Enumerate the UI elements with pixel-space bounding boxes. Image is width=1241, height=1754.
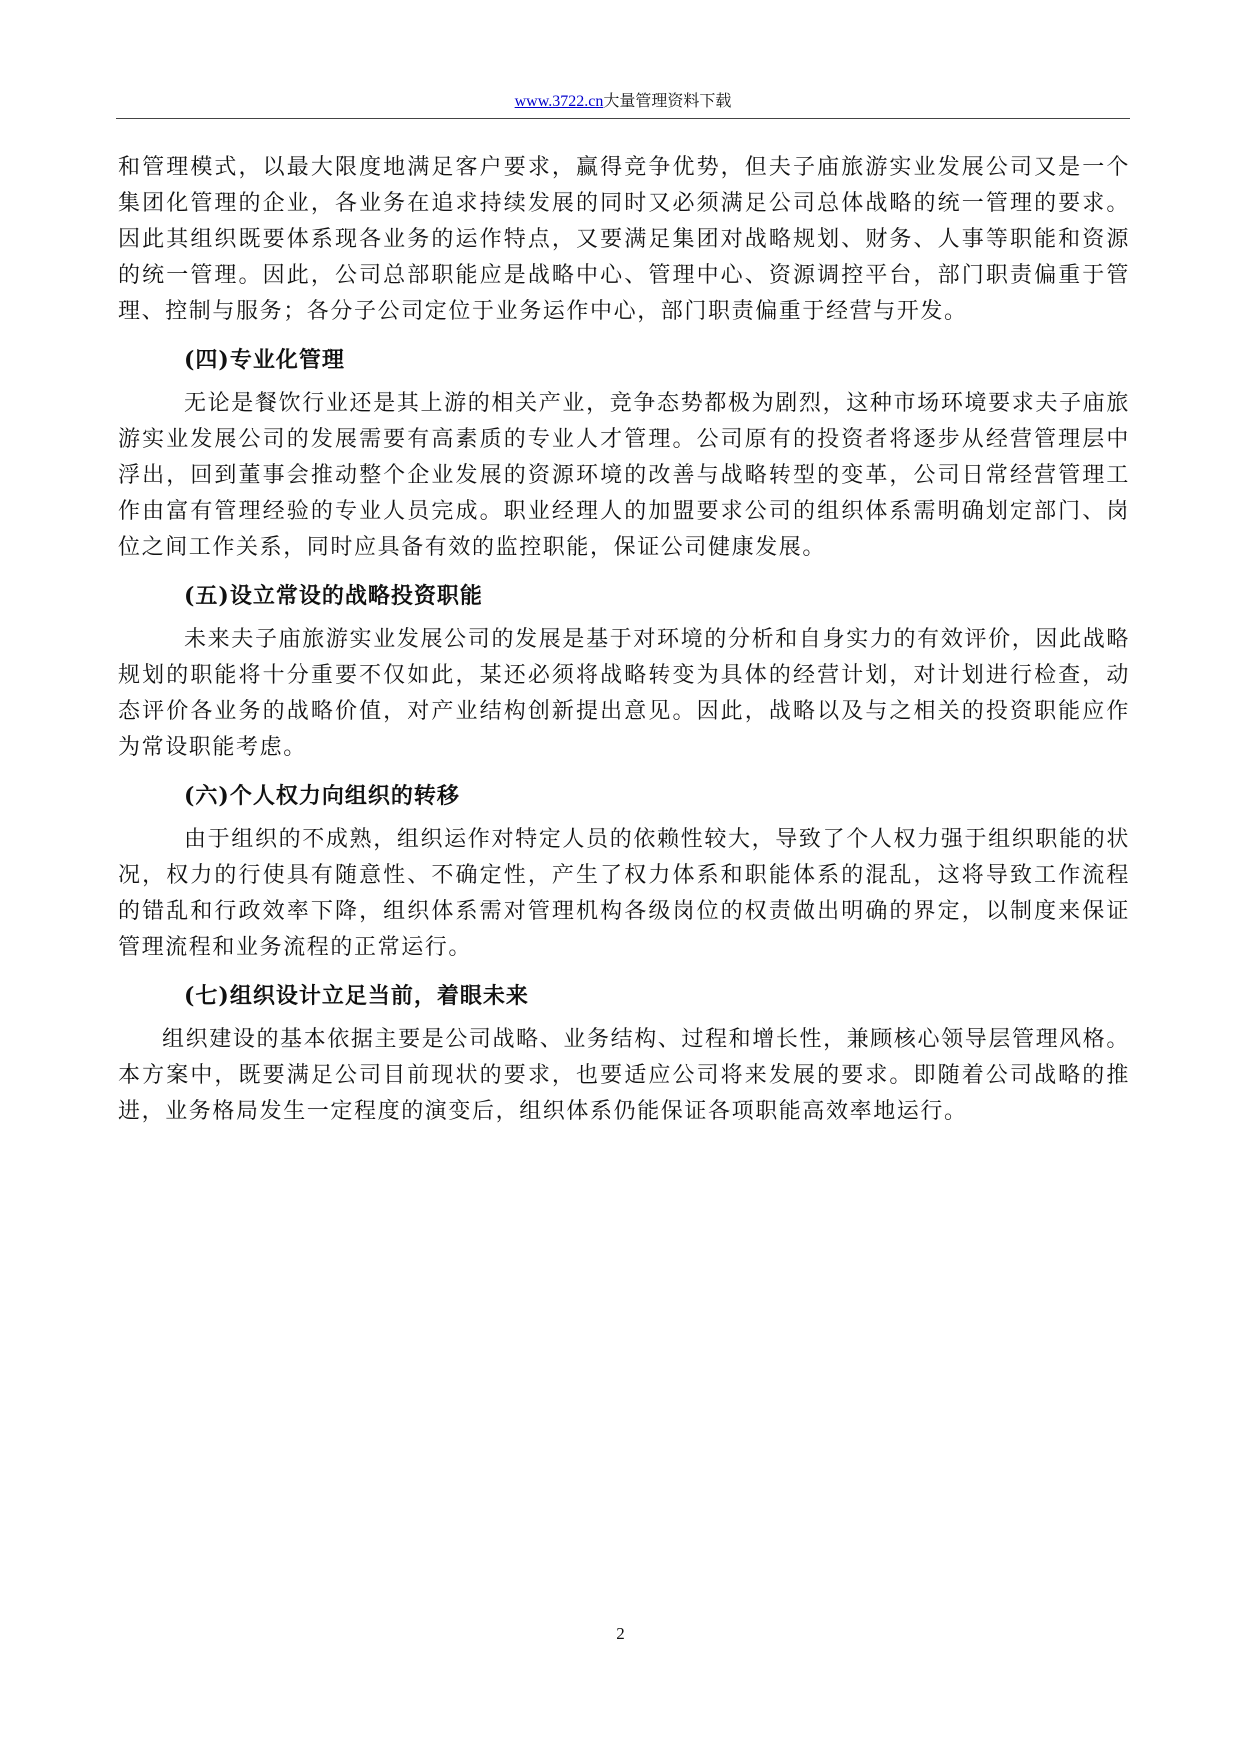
intro-paragraph: 和管理模式，以最大限度地满足客户要求，赢得竞争优势，但夫子庙旅游实业发展公司又是一个集团化管理的企业，各业务在追求持续发展的同时又必须满足公司总体战略的统一管理的要求。因此其组织既要体系现各业务的运作特点，又要满足集团对战略规划、财务、人事等职能和资源的统一管理。因此，公司总部职能应是战略中心、管理中心、资源调控平台，部门职责偏重于管理、控制与服务；各分子公司定位于业务运作中心，部门职责偏重于经营与开发。 (118, 155, 1130, 324)
header-suffix: 大量管理资料下载 (603, 91, 732, 110)
section-text-6: 由于组织的不成熟，组织运作对特定人员的依赖性较大，导致了个人权力强于组织职能的状况，权力的行使具有随意性、不确定性，产生了权力体系和职能体系的混乱，这将导致工作流程的错乱和行政效率下降，组织体系需对管理机构各级岗位的权责做出明确的界定，以制度来保证管理流程和业务流程的正常运行。 (118, 827, 1130, 960)
section-heading-5: (五)设立常设的战略投资职能 (184, 583, 483, 609)
section-text-5: 未来夫子庙旅游实业发展公司的发展是基于对环境的分析和自身实力的有效评价，因此战略规划的职能将十分重要不仅如此，某还必须将战略转变为具体的经营计划，对计划进行检查，动态评价各业务的战略价值，对产业结构创新提出意见。因此，战略以及与之相关的投资职能应作为常设职能考虑。 (118, 627, 1130, 760)
document-body (118, 150, 1130, 1130)
section-text-7: 组织建设的基本依据主要是公司战略、业务结构、过程和增长性，兼顾核心领导层管理风格。本方案中，既要满足公司目前现状的要求，也要适应公司将来发展的要求。即随着公司战略的推进，业务格局发生一定程度的演变后，组织体系仍能保证各项职能高效率地运行。 (118, 1027, 1130, 1124)
section-text-4: 无论是餐饮行业还是其上游的相关产业，竞争态势都极为剧烈，这种市场环境要求夫子庙旅游实业发展公司的发展需要有高素质的专业人才管理。公司原有的投资者将逐步从经营管理层中浮出，回到董事会推动整个企业发展的资源环境的改善与战略转型的变革，公司日常经营管理工作由富有管理经验的专业人员完成。职业经理人的加盟要求公司的组织体系需明确划定部门、岗位之间工作关系，同时应具备有效的监控职能，保证公司健康发展。 (118, 391, 1130, 560)
page-header (116, 84, 1130, 119)
page-number: 2 (616, 1624, 625, 1643)
section-heading-4: (四)专业化管理 (184, 347, 345, 373)
header-link[interactable]: www.3722.cn (514, 93, 604, 110)
section-heading-6: (六)个人权力向组织的转移 (184, 783, 460, 809)
section-heading-7: (七)组织设计立足当前，着眼未来 (184, 983, 529, 1009)
